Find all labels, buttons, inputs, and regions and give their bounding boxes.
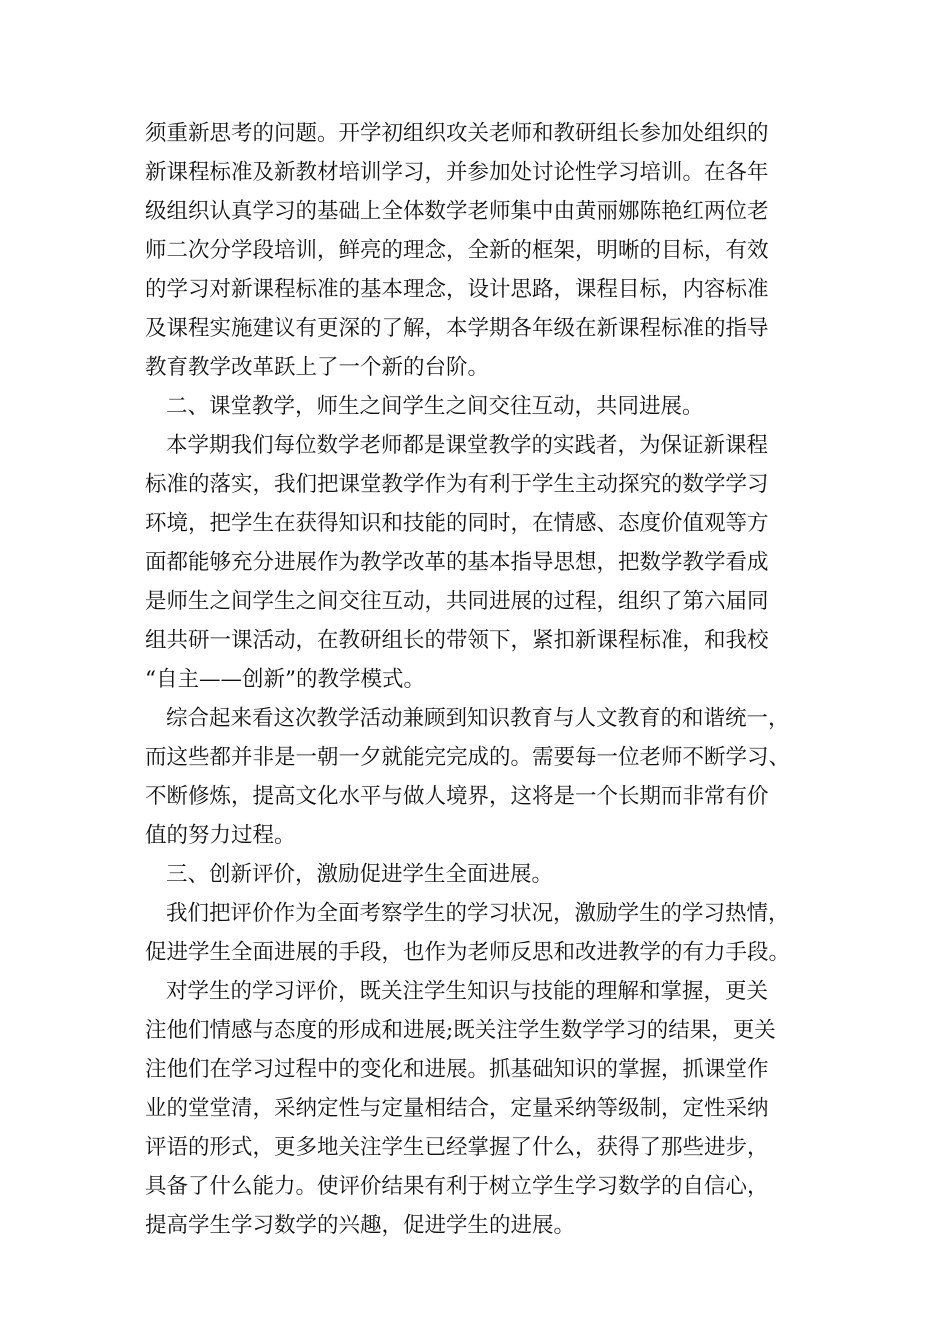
text-line: 组共研一课活动，在教研组长的带领下，紧扣新课程标准，和我校 [145, 628, 769, 653]
text-line: 具备了什么能力。使评价结果有利于树立学生学习数学的自信心， [145, 1174, 769, 1199]
text-line: 须重新思考的问题。开学初组织攻关老师和教研组长参加处组织的 [145, 121, 769, 146]
text-line: 不断修炼，提高文化水平与做人境界，这将是一个长期而非常有价 [145, 784, 769, 809]
text-line: 评语的形式，更多地关注学生已经掌握了什么，获得了那些进步， [145, 1135, 769, 1160]
text-line: 注他们情感与态度的形成和进展;既关注学生数学学习的结果，更关 [145, 1018, 776, 1043]
text-line: 级组织认真学习的基础上全体数学老师集中由黄丽娜陈艳红两位老 [145, 199, 769, 224]
text-line: 及课程实施建议有更深的了解，本学期各年级在新课程标准的指导 [145, 316, 769, 341]
text-line: 本学期我们每位数学老师都是课堂教学的实践者，为保证新课程 [166, 433, 769, 458]
text-line: 提高学生学习数学的兴趣，促进学生的进展。 [145, 1213, 576, 1238]
text-line: 师二次分学段培训，鲜亮的理念，全新的框架，明晰的目标，有效 [145, 238, 769, 263]
text-line: 教育教学改革跃上了一个新的台阶。 [145, 355, 490, 380]
section-heading: 三、创新评价，激励促进学生全面进展。 [166, 862, 554, 887]
text-line: 是师生之间学生之间交往互动，共同进展的过程，组织了第六届同 [145, 589, 769, 614]
text-line: 业的堂堂清，采纳定性与定量相结合，定量采纳等级制，定性采纳 [145, 1096, 769, 1121]
text-line: 面都能够充分进展作为教学改革的基本指导思想，把数学教学看成 [145, 550, 769, 575]
text-line: 我们把评价作为全面考察学生的学习状况，激励学生的学习热情， [166, 901, 790, 926]
text-line: 对学生的学习评价，既关注学生知识与技能的理解和掌握，更关 [166, 979, 769, 1004]
text-line: 注他们在学习过程中的变化和进展。抓基础知识的掌握，抓课堂作 [145, 1057, 769, 1082]
text-line: 而这些都并非是一朝一夕就能完完成的。需要每一位老师不断学习、 [145, 745, 791, 770]
text-line: 值的努力过程。 [145, 823, 296, 848]
text-line: 环境，把学生在获得知识和技能的同时，在情感、态度价值观等方 [145, 511, 769, 536]
text-line: 新课程标准及新教材培训学习，并参加处讨论性学习培训。在各年 [145, 160, 769, 185]
text-line: 促进学生全面进展的手段，也作为老师反思和改进教学的有力手段。 [145, 940, 791, 965]
text-line: 标准的落实，我们把课堂教学作为有利于学生主动探究的数学学习 [145, 472, 769, 497]
section-heading: 二、课堂教学，师生之间学生之间交往互动，共同进展。 [166, 394, 704, 419]
text-line: 的学习对新课程标准的基本理念，设计思路，课程目标，内容标准 [145, 277, 769, 302]
text-line: “自主——创新”的教学模式。 [145, 667, 425, 692]
text-line: 综合起来看这次教学活动兼顾到知识教育与人文教育的和谐统一， [166, 706, 790, 731]
